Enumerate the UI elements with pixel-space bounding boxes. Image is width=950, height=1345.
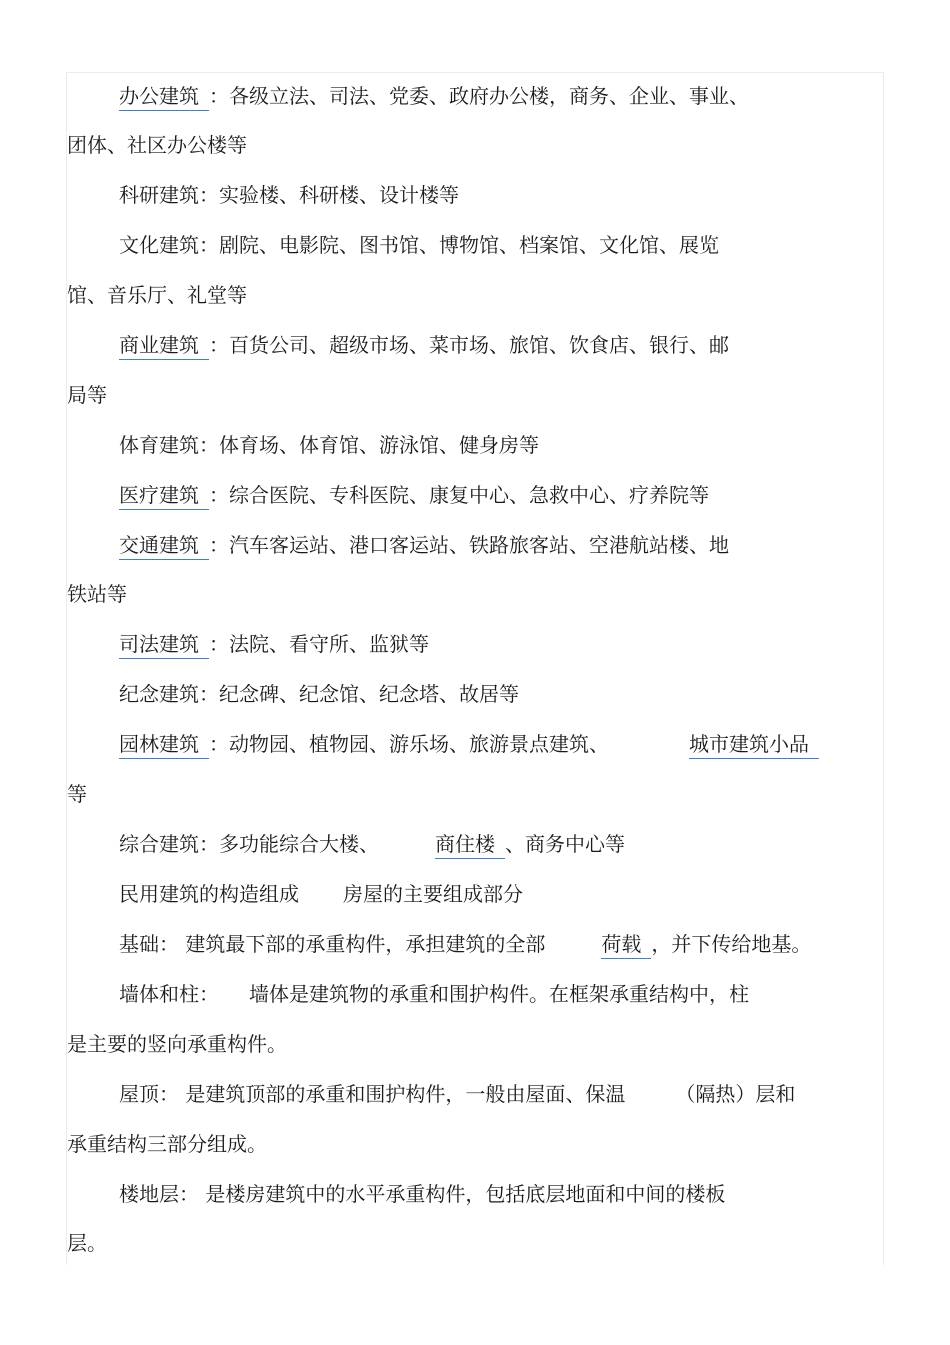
line-text: 综合建筑：多功能综合大楼、 [119,832,379,856]
line-text: 、商务中心等 [505,832,625,856]
text-line: 体育建筑：体育场、体育馆、游泳馆、健身房等 [119,433,539,457]
hyperlinked-term[interactable]: 荷载 [601,930,651,959]
hyperlinked-term[interactable]: 城市建筑小品 [689,730,819,759]
line-text: ：汽车客运站、港口客运站、铁路旅客站、空港航站楼、地 [209,533,729,557]
text-line [119,81,749,111]
text-line [119,330,729,360]
text-line: 馆、音乐厅、礼堂等 [67,283,247,307]
line-text: ：各级立法、司法、党委、政府办公楼，商务、企业、事业、 [209,84,749,108]
text-line: 承重结构三部分组成。 [67,1132,267,1156]
text-line: 文化建筑：剧院、电影院、图书馆、博物馆、档案馆、文化馆、展览 [119,233,719,257]
document-page [66,72,884,1265]
text-line: 局等 [67,383,107,407]
line-text: 墙体是建筑物的承重和围护构件。在框架承重结构中，柱 [249,982,749,1006]
line-text: ，并下传给地基。 [651,932,812,956]
line-text: ：动物园、植物园、游乐场、旅游景点建筑、 [209,732,609,756]
hyperlinked-term[interactable]: 商业建筑 [119,331,209,360]
line-text: 基础： 建筑最下部的承重构件，承担建筑的全部 [119,932,546,956]
text-line [119,480,709,510]
hyperlinked-term[interactable]: 商住楼 [435,830,505,859]
text-line [119,979,749,1009]
line-text: 民用建筑的构造组成 [119,882,299,906]
text-line [119,729,819,759]
text-line: 层。 [67,1231,107,1255]
text-line: 是主要的竖向承重构件。 [67,1032,287,1056]
text-line [119,530,729,560]
text-line [119,879,523,909]
text-line: 楼地层： 是楼房建筑中的水平承重构件，包括底层地面和中间的楼板 [119,1182,726,1206]
hyperlinked-term[interactable]: 司法建筑 [119,630,209,659]
text-line [119,1079,795,1109]
text-line: 科研建筑：实验楼、科研楼、设计楼等 [119,183,459,207]
text-line: 纪念建筑：纪念碑、纪念馆、纪念塔、故居等 [119,682,519,706]
line-text: ：法院、看守所、监狱等 [209,632,429,656]
hyperlinked-term[interactable]: 医疗建筑 [119,481,209,510]
hyperlinked-term[interactable]: 园林建筑 [119,730,209,759]
text-line [119,829,625,859]
text-line: 团体、社区办公楼等 [67,133,247,157]
line-text: 屋顶： 是建筑顶部的承重和围护构件，一般由屋面、保温 [119,1082,626,1106]
line-text: ：百货公司、超级市场、菜市场、旅馆、饮食店、银行、邮 [209,333,729,357]
line-text: 墙体和柱： [119,982,219,1006]
hyperlinked-term[interactable]: 交通建筑 [119,531,209,560]
text-line: 铁站等 [67,582,127,606]
text-line [119,629,429,659]
line-text: ：综合医院、专科医院、康复中心、急救中心、疗养院等 [209,483,709,507]
text-line [119,929,811,959]
hyperlinked-term[interactable]: 办公建筑 [119,82,209,111]
text-line: 等 [67,782,87,806]
line-text: 房屋的主要组成部分 [343,882,523,906]
line-text: （隔热）层和 [675,1082,796,1106]
